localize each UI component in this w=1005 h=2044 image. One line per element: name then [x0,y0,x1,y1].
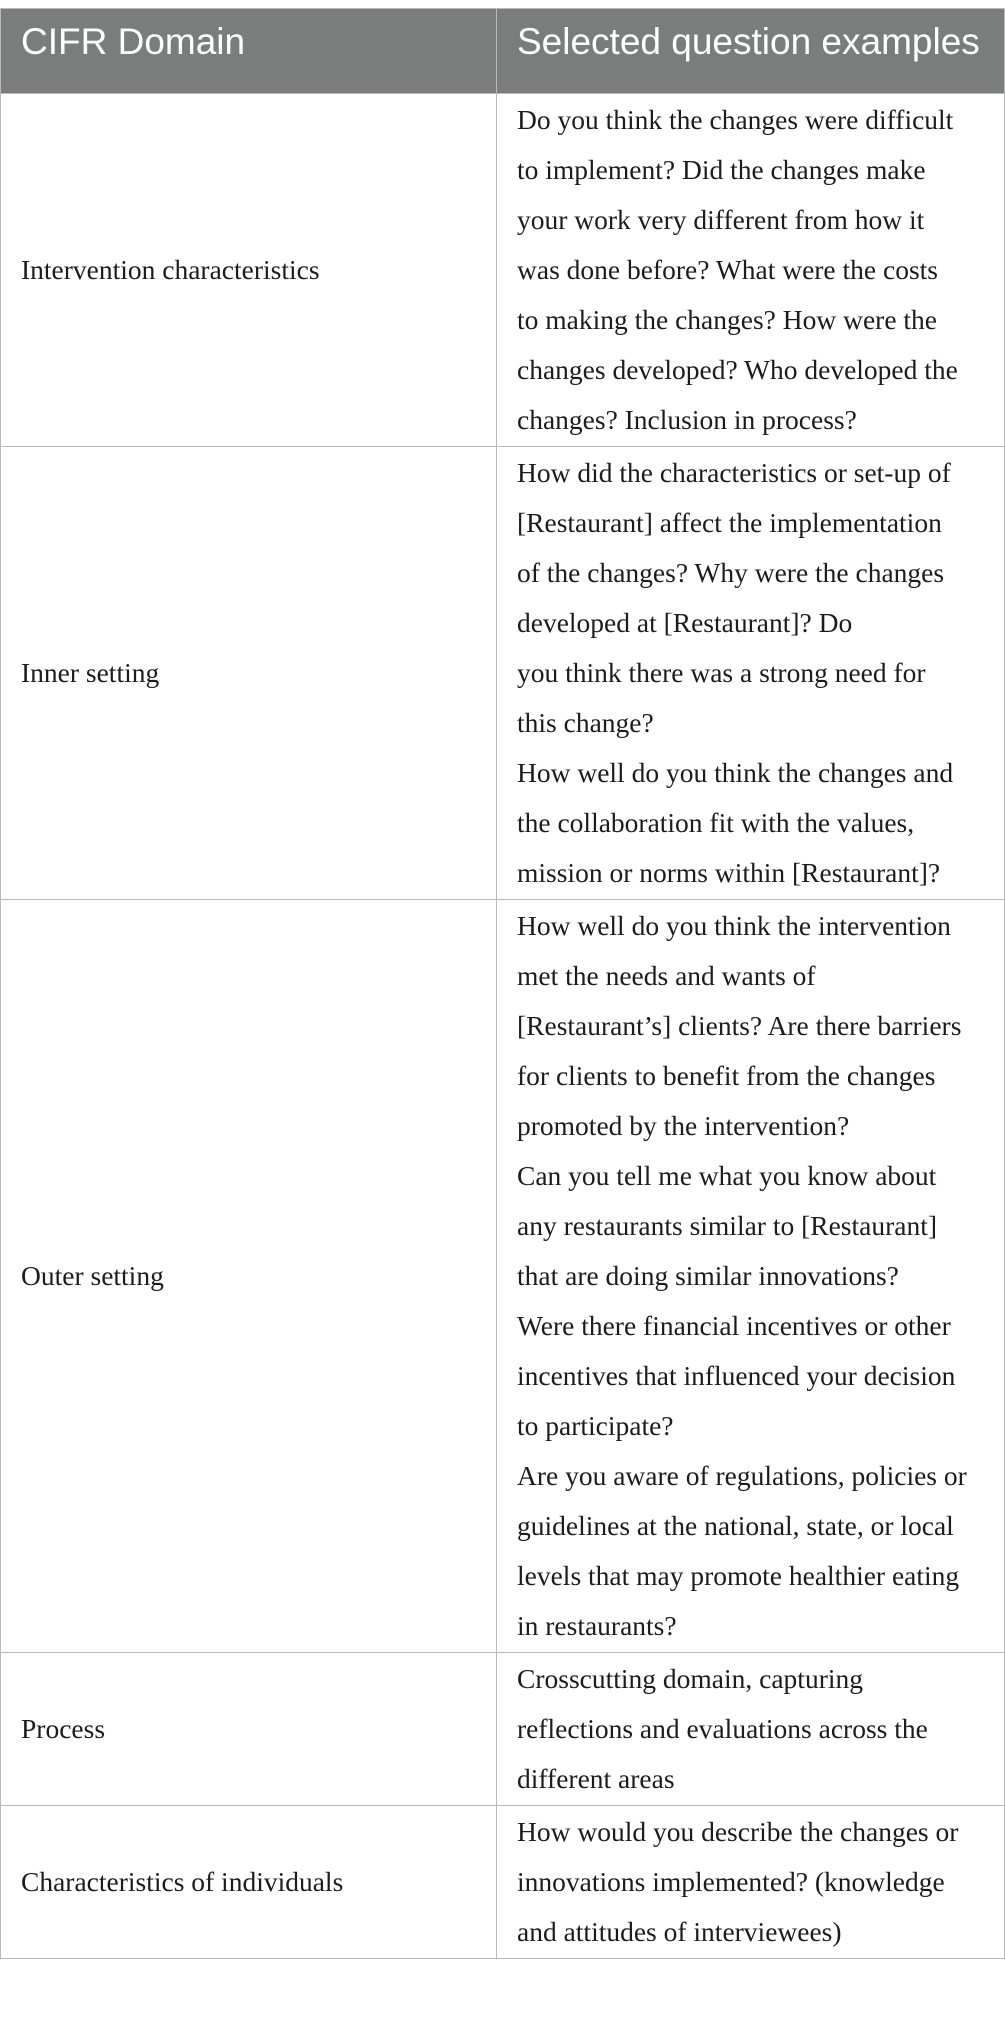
question-line: mission or norms within [Restaurant]? [517,857,941,888]
domain-cell: Intervention characteristics [1,94,497,447]
question-line: incentives that influenced your decision [517,1360,956,1391]
question-line: [Restaurant’s] clients? Are there barriers [517,1010,962,1041]
question-line: to making the changes? How were the [517,304,937,335]
table-row [1,447,1005,900]
table-row [1,900,1005,1653]
question-line: that are doing similar innovations? [517,1260,899,1291]
table-row [1,1653,1005,1806]
question-line: you think there was a strong need for [517,657,926,688]
question-line: How would you describe the changes or [517,1816,959,1847]
domain-cell: Inner setting [1,447,497,900]
domain-cell: Characteristics of individuals [1,1806,497,1959]
domain-cell: Outer setting [1,900,497,1653]
question-line: promoted by the intervention? [517,1110,850,1141]
question-line: changes? Inclusion in process? [517,404,857,435]
question-line: was done before? What were the costs [517,254,938,285]
question-line: to implement? Did the changes make [517,154,926,185]
question-line: How well do you think the changes and [517,757,954,788]
question-line: levels that may promote healthier eating [517,1560,960,1591]
question-line: different areas [517,1763,675,1794]
question-line: guidelines at the national, state, or local [517,1510,954,1541]
cifr-domain-table [0,8,1004,1959]
question-line: of the changes? Why were the changes [517,557,945,588]
question-line: Are you aware of regulations, policies or [517,1460,967,1491]
question-cell [497,1653,1005,1806]
header-cifr-domain: CIFR Domain [1,9,497,94]
table-body [1,94,1005,1959]
question-line: changes developed? Who developed the [517,354,958,385]
question-cell [497,900,1005,1653]
question-line: this change? [517,707,654,738]
question-line: How well do you think the intervention [517,910,951,941]
question-line: Crosscutting domain, capturing [517,1663,863,1694]
question-line: met the needs and wants of [517,960,816,991]
table-row [1,1806,1005,1959]
header-row [1,9,1005,94]
question-cell [497,447,1005,900]
table-row [1,94,1005,447]
table-header [1,9,1005,94]
question-line: your work very different from how it [517,204,925,235]
question-line: in restaurants? [517,1610,677,1641]
question-line: the collaboration fit with the values, [517,807,915,838]
question-line: Do you think the changes were difficult [517,104,954,135]
question-line: for clients to benefit from the changes [517,1060,936,1091]
question-line: How did the characteristics or set-up of [517,457,951,488]
question-line: Were there financial incentives or other [517,1310,951,1341]
question-line: to participate? [517,1410,674,1441]
question-line: Can you tell me what you know about [517,1160,937,1191]
question-line: [Restaurant] affect the implementation [517,507,942,538]
domain-cell: Process [1,1653,497,1806]
question-line: and attitudes of interviewees) [517,1916,842,1947]
question-line: innovations implemented? (knowledge [517,1866,945,1897]
question-cell [497,94,1005,447]
question-line: any restaurants similar to [Restaurant] [517,1210,938,1241]
question-line: developed at [Restaurant]? Do [517,607,853,638]
question-cell [497,1806,1005,1959]
question-line: reflections and evaluations across the [517,1713,928,1744]
question-table [0,8,1005,1959]
header-selected-question-examples: Selected question examples [497,9,1005,94]
